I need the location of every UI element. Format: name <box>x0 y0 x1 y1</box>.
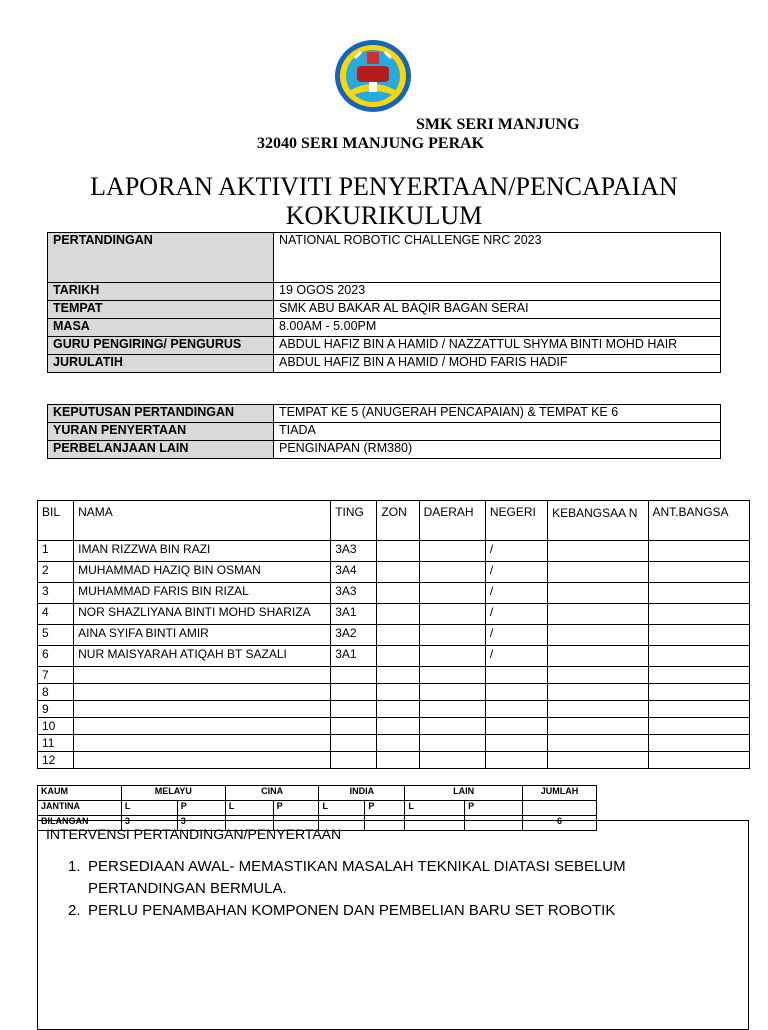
cell-nama: NUR MAISYARAH ATIQAH BT SAZALI <box>74 646 331 667</box>
cell-kebangsaan <box>548 625 648 646</box>
table-row <box>38 583 750 604</box>
cell-nama <box>74 701 331 718</box>
info-row <box>48 355 721 373</box>
cell-daerah <box>419 625 485 646</box>
melayu-l-count: 3 <box>121 816 177 831</box>
group-header: MELAYU <box>121 786 225 801</box>
table-row <box>38 562 750 583</box>
bilangan-label: BILANGAN <box>38 816 122 831</box>
cell-antbangsa <box>648 718 749 735</box>
cell-bil: 8 <box>38 684 74 701</box>
cell-nama <box>74 735 331 752</box>
table-row <box>38 718 750 735</box>
table-row <box>38 646 750 667</box>
summary-row-jantina <box>38 801 597 816</box>
cell-antbangsa <box>648 667 749 684</box>
cell-zon <box>377 752 419 769</box>
cell-kebangsaan <box>548 541 648 562</box>
cell-nama: NOR SHAZLIYANA BINTI MOHD SHARIZA <box>74 604 331 625</box>
item-text-line: PERTANDINGAN BERMULA. <box>88 880 287 897</box>
cell-kebangsaan <box>548 604 648 625</box>
cell-ting: 3A3 <box>331 583 377 604</box>
info-value: ABDUL HAFIZ BIN A HAMID / NAZZATTUL SHYMA BINTI MOHD HAIR <box>274 337 721 355</box>
cell-nama: IMAN RIZZWA BIN RAZI <box>74 541 331 562</box>
cell-bil: 12 <box>38 752 74 769</box>
cell-kebangsaan <box>548 701 648 718</box>
info-row <box>48 441 721 459</box>
cell-negeri: / <box>485 604 547 625</box>
cell-ting: 3A1 <box>331 646 377 667</box>
cell-nama <box>74 684 331 701</box>
cell-daerah <box>419 684 485 701</box>
table-row <box>38 604 750 625</box>
cell-daerah <box>419 583 485 604</box>
cell-bil: 1 <box>38 541 74 562</box>
cell-bil: 2 <box>38 562 74 583</box>
group-header: LAIN <box>405 786 523 801</box>
col-header: NEGERI <box>485 501 547 541</box>
intervention-box <box>37 820 749 1030</box>
cell-bil: 3 <box>38 583 74 604</box>
item-number: 2. <box>68 902 81 919</box>
cell-bil: 6 <box>38 646 74 667</box>
cell-antbangsa <box>648 752 749 769</box>
cell-nama: AINA SYIFA BINTI AMIR <box>74 625 331 646</box>
cell-bil: 5 <box>38 625 74 646</box>
title-line-1: LAPORAN AKTIVITI PENYERTAAN/PENCAPAIAN <box>90 172 678 201</box>
cell-zon <box>377 701 419 718</box>
list-item <box>68 900 708 922</box>
intervention-title: INTERVENSI PERTANDINGAN/PENYERTAAN <box>46 826 342 842</box>
info-label: TEMPAT <box>48 301 274 319</box>
cell-ting: 3A1 <box>331 604 377 625</box>
cell-negeri <box>485 718 547 735</box>
info-row <box>48 319 721 337</box>
cell-negeri <box>485 684 547 701</box>
info-row <box>48 423 721 441</box>
table-row <box>38 735 750 752</box>
cell-negeri <box>485 752 547 769</box>
gender-p: P <box>273 801 319 816</box>
melayu-p-count: 3 <box>177 816 225 831</box>
cell-negeri: / <box>485 541 547 562</box>
cell-kebangsaan <box>548 667 648 684</box>
cell-zon <box>377 735 419 752</box>
cell-daerah <box>419 604 485 625</box>
info-value: 19 OGOS 2023 <box>274 283 721 301</box>
col-header: ANT.BANGSA <box>648 501 749 541</box>
cell-kebangsaan <box>548 718 648 735</box>
info-row <box>48 405 721 423</box>
cell-nama <box>74 718 331 735</box>
cell-kebangsaan <box>548 646 648 667</box>
cell-antbangsa <box>648 583 749 604</box>
item-text-line: PERLU PENAMBAHAN KOMPONEN DAN PEMBELIAN BARU SET ROBOTIK <box>88 902 616 919</box>
school-logo <box>333 38 413 114</box>
cell-antbangsa <box>648 646 749 667</box>
col-header: DAERAH <box>419 501 485 541</box>
info-label: YURAN PENYERTAAN <box>48 423 274 441</box>
cell-antbangsa <box>648 684 749 701</box>
school-address: 32040 SERI MANJUNG PERAK <box>257 135 485 152</box>
table-row <box>38 684 750 701</box>
info-value: PENGINAPAN (RM380) <box>274 441 721 459</box>
report-title <box>40 172 728 230</box>
cell-daerah <box>419 735 485 752</box>
cell-nama: MUHAMMAD FARIS BIN RIZAL <box>74 583 331 604</box>
cell-ting: 3A3 <box>331 541 377 562</box>
kaum-label: KAUM <box>38 786 122 801</box>
jumlah-count: 6 <box>523 816 597 831</box>
table-row <box>38 667 750 684</box>
cell-zon <box>377 718 419 735</box>
table-row <box>38 625 750 646</box>
group-header: CINA <box>225 786 319 801</box>
cell-antbangsa <box>648 562 749 583</box>
cell-antbangsa <box>648 541 749 562</box>
cell-antbangsa <box>648 735 749 752</box>
info-row <box>48 233 721 283</box>
table-row <box>38 752 750 769</box>
item-text-line: PERSEDIAAN AWAL- MEMASTIKAN MASALAH TEKNIKAL DIATASI SEBELUM <box>88 858 626 875</box>
gender-l: L <box>225 801 273 816</box>
info-label: GURU PENGIRING/ PENGURUS <box>48 337 274 355</box>
group-header: INDIA <box>319 786 405 801</box>
cell-daerah <box>419 562 485 583</box>
cell-negeri <box>485 667 547 684</box>
cell-bil: 4 <box>38 604 74 625</box>
participants-table <box>37 500 750 769</box>
cell-zon <box>377 684 419 701</box>
summary-row-kaum <box>38 786 597 801</box>
cell-zon <box>377 583 419 604</box>
info-value: 8.00AM - 5.00PM <box>274 319 721 337</box>
cell-ting <box>331 667 377 684</box>
gender-p: P <box>365 801 405 816</box>
cell-kebangsaan <box>548 583 648 604</box>
col-header: ZON <box>377 501 419 541</box>
cell-kebangsaan <box>548 684 648 701</box>
cell-nama: MUHAMMAD HAZIQ BIN OSMAN <box>74 562 331 583</box>
cell-daerah <box>419 667 485 684</box>
cell-negeri: / <box>485 562 547 583</box>
cell-ting <box>331 684 377 701</box>
info-label: JURULATIH <box>48 355 274 373</box>
school-name: SMK SERI MANJUNG <box>416 116 580 133</box>
info-row <box>48 337 721 355</box>
jantina-label: JANTINA <box>38 801 122 816</box>
cell-ting <box>331 718 377 735</box>
cell-ting <box>331 752 377 769</box>
cell-ting <box>331 701 377 718</box>
gender-l: L <box>319 801 365 816</box>
cell-negeri: / <box>485 583 547 604</box>
col-header: KEBANGSAA N <box>548 501 648 541</box>
info-label: TARIKH <box>48 283 274 301</box>
cell-antbangsa <box>648 625 749 646</box>
cell-daerah <box>419 646 485 667</box>
cell-zon <box>377 541 419 562</box>
cell-kebangsaan <box>548 562 648 583</box>
cell-daerah <box>419 752 485 769</box>
cell-zon <box>377 646 419 667</box>
cell-daerah <box>419 541 485 562</box>
cell-negeri: / <box>485 625 547 646</box>
jumlah-header: JUMLAH <box>523 786 597 801</box>
event-info-table <box>47 232 721 373</box>
title-line-2: KOKURIKULUM <box>285 201 483 230</box>
list-item <box>68 856 708 900</box>
cell-negeri <box>485 735 547 752</box>
cell-kebangsaan <box>548 752 648 769</box>
col-header: BIL <box>38 501 74 541</box>
info-label: KEPUTUSAN PERTANDINGAN <box>48 405 274 423</box>
gender-p: P <box>465 801 523 816</box>
info-label: PERTANDINGAN <box>48 233 274 283</box>
cell-antbangsa <box>648 701 749 718</box>
info-label: MASA <box>48 319 274 337</box>
cell-bil: 7 <box>38 667 74 684</box>
cell-zon <box>377 625 419 646</box>
cell-nama <box>74 667 331 684</box>
col-header: TING <box>331 501 377 541</box>
info-value: SMK ABU BAKAR AL BAQIR BAGAN SERAI <box>274 301 721 319</box>
table-row <box>38 541 750 562</box>
table-header-row <box>38 501 750 541</box>
info-row <box>48 301 721 319</box>
info-value: TEMPAT KE 5 (ANUGERAH PENCAPAIAN) & TEMPAT KE 6 <box>274 405 721 423</box>
cell-ting: 3A4 <box>331 562 377 583</box>
cell-negeri: / <box>485 646 547 667</box>
gender-l: L <box>405 801 465 816</box>
info-value: ABDUL HAFIZ BIN A HAMID / MOHD FARIS HADIF <box>274 355 721 373</box>
info-value: TIADA <box>274 423 721 441</box>
gender-p: P <box>177 801 225 816</box>
cell-ting <box>331 735 377 752</box>
cell-daerah <box>419 701 485 718</box>
cell-zon <box>377 667 419 684</box>
cell-bil: 9 <box>38 701 74 718</box>
item-number: 1. <box>68 858 81 875</box>
result-info-table <box>47 404 721 459</box>
col-header: NAMA <box>74 501 331 541</box>
info-row <box>48 283 721 301</box>
info-label: PERBELANJAAN LAIN <box>48 441 274 459</box>
gender-l: L <box>121 801 177 816</box>
table-row <box>38 701 750 718</box>
cell-zon <box>377 604 419 625</box>
intervention-list <box>68 856 708 922</box>
cell-bil: 10 <box>38 718 74 735</box>
info-value: NATIONAL ROBOTIC CHALLENGE NRC 2023 <box>274 233 721 283</box>
cell-negeri <box>485 701 547 718</box>
cell-bil: 11 <box>38 735 74 752</box>
cell-nama <box>74 752 331 769</box>
jumlah-empty <box>523 801 597 816</box>
cell-kebangsaan <box>548 735 648 752</box>
cell-antbangsa <box>648 604 749 625</box>
cell-ting: 3A2 <box>331 625 377 646</box>
cell-daerah <box>419 718 485 735</box>
cell-zon <box>377 562 419 583</box>
